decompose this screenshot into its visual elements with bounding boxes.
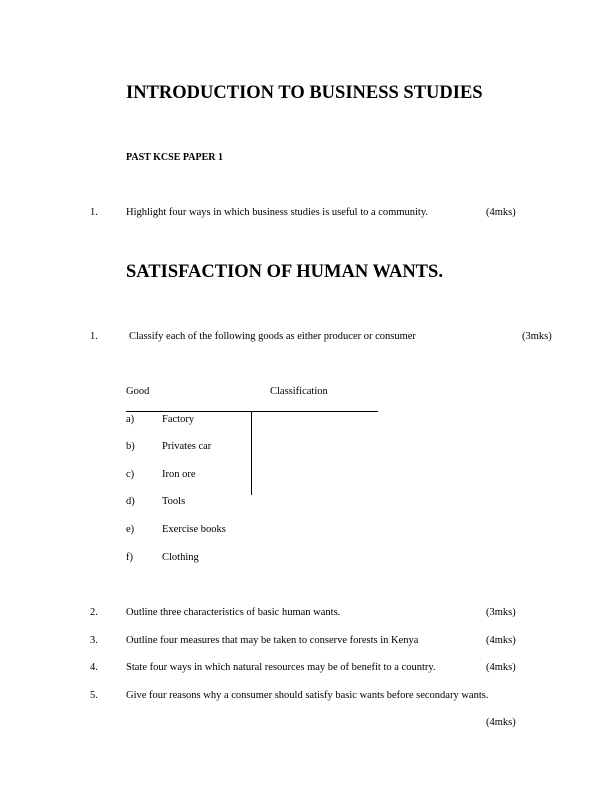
page-title: INTRODUCTION TO BUSINESS STUDIES [126, 83, 483, 103]
question-marks: (4mks) [486, 717, 516, 728]
row-item: Clothing [162, 552, 199, 563]
question-text: Highlight four ways in which business studies is useful to a community. [126, 207, 429, 218]
question-marks: (3mks) [486, 607, 516, 618]
question-text: State four ways in which natural resources may be of benefit to a country. [126, 662, 436, 673]
row-item: Tools [162, 496, 186, 507]
table-header-good: Good [126, 386, 150, 397]
row-item: Privates car [162, 441, 212, 452]
question-marks: (4mks) [486, 662, 516, 673]
question-marks: (4mks) [486, 635, 516, 646]
question-number: 1. [90, 207, 98, 218]
table-header-divider [126, 411, 378, 412]
row-letter: c) [126, 469, 135, 480]
question-marks: (4mks) [486, 207, 516, 218]
question-text: Outline three characteristics of basic human wants. [126, 607, 341, 618]
row-letter: e) [126, 524, 135, 535]
section-title: SATISFACTION OF HUMAN WANTS. [126, 262, 443, 282]
question-number: 4. [90, 662, 98, 673]
question-text: Outline four measures that may be taken to conserve forests in Kenya [126, 635, 419, 646]
row-item: Iron ore [162, 469, 196, 480]
row-item: Exercise books [162, 524, 226, 535]
question-text: Classify each of the following goods as either producer or consumer [129, 331, 416, 342]
row-item: Factory [162, 414, 195, 425]
row-letter: a) [126, 414, 135, 425]
table-column-divider [251, 412, 252, 495]
row-letter: d) [126, 496, 135, 507]
row-letter: f) [126, 552, 133, 563]
question-number: 2. [90, 607, 98, 618]
question-marks: (3mks) [522, 331, 552, 342]
paper-subtitle: PAST KCSE PAPER 1 [126, 152, 223, 163]
question-number: 3. [90, 635, 98, 646]
row-letter: b) [126, 441, 135, 452]
question-text: Give four reasons why a consumer should satisfy basic wants before secondary wants. [126, 690, 489, 701]
question-number: 1. [90, 331, 98, 342]
table-header-classification: Classification [270, 386, 328, 397]
question-number: 5. [90, 690, 98, 701]
